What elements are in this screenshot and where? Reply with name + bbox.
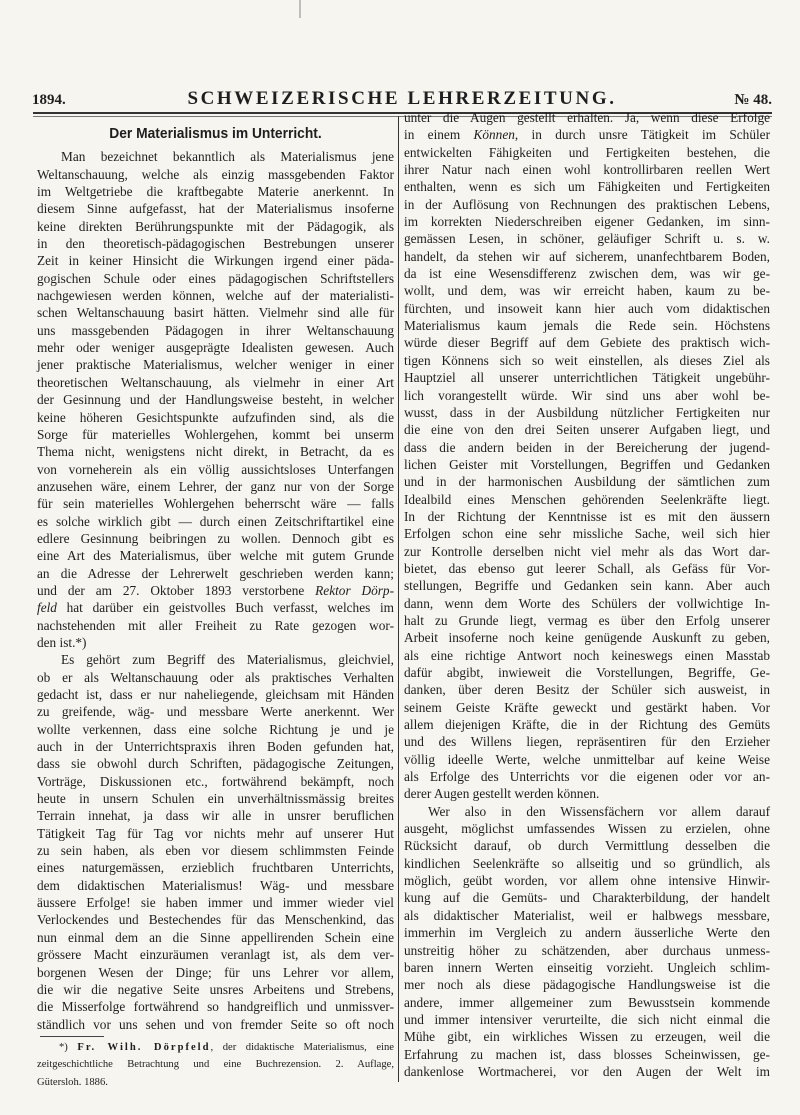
text-line: im Weltgetriebe die kraftbegabte Materie anerkennt. In bbox=[37, 184, 394, 200]
text-line: die eine von den drei Seiten unserer Aufgaben liegt, und bbox=[404, 422, 770, 438]
paragraph bbox=[37, 651, 394, 1033]
newspaper-title: SCHWEIZERISCHE LEHRERZEITUNG. bbox=[187, 88, 617, 109]
text-line: grössere Macht einzuräumen veranlagt ist, als dem ver- bbox=[37, 947, 394, 963]
text-line: Man bezeichnet bekanntlich als Materialismus jene bbox=[61, 149, 394, 165]
text-line: würde dieser Begriff auf dem Gebiete des praktisch wich- bbox=[404, 335, 770, 351]
text-line: tigen Könnens sich so weit einstellen, als dieses Ziel als bbox=[404, 352, 770, 368]
text-line: dankenlose Wortmacherei, vor den Augen der Welt im bbox=[404, 1063, 770, 1079]
text-line: danken, über deren Besitz der Schüler sich ausweist, in bbox=[404, 682, 770, 698]
text-line: Erfolgen schon eine sehr missliche Sache, weil sich hier bbox=[404, 526, 770, 542]
text-line: fürchten, und insoweit kann hier auch vom didaktischen bbox=[404, 300, 770, 316]
text-line: als eine richtige Antwort noch keineswegs einen Masstab bbox=[404, 647, 770, 663]
text-line bbox=[37, 582, 394, 599]
text-segment: in einem bbox=[404, 127, 474, 143]
header-year: 1894. bbox=[32, 92, 66, 108]
text-line: Hauptziel all unserer unterrichtlichen Tätigkeit ungebühr- bbox=[404, 370, 770, 386]
column-divider bbox=[398, 116, 399, 1082]
paragraph bbox=[404, 109, 770, 803]
text-line: kung auf die Gemüts- und Charakterbildung, der handelt bbox=[404, 890, 770, 906]
text-line bbox=[404, 126, 770, 143]
text-line: Thema nicht, wenigstens nicht direkt, in Betracht, da es bbox=[37, 444, 394, 460]
text-line: ausgeht, möglichst umfassendes Wissen zu erzielen, ohne bbox=[404, 821, 770, 837]
text-line: ob er als Weltanschauung oder als praktisches Verhalten bbox=[37, 669, 394, 685]
text-line: Weltanschauung, welche als einzig massgebenden Faktor bbox=[37, 166, 394, 182]
italic-text: feld bbox=[37, 600, 57, 616]
text-line: edlere Gesinnung beibringen zu wollen. Dennoch gibt es bbox=[37, 530, 394, 546]
text-line: nachgewiesen werden können, welche auf der materialisti- bbox=[37, 288, 394, 304]
text-line: mehr oder weniger ausgeprägte Idealisten gewesen. Auch bbox=[37, 340, 394, 356]
text-line: baren innern Werten einseitig vorzieht. Ungleich schlim- bbox=[404, 959, 770, 975]
text-line: die wir die negative Seite unsres Arbeitens und Strebens, bbox=[37, 981, 394, 997]
text-line: dass die andern beiden in der Bereicherung der jugend- bbox=[404, 439, 770, 455]
footnote-line: Gütersloh. 1886. bbox=[37, 1076, 108, 1088]
text-line: kindlichen Seelenkräfte so allseitig und so gründlich, als bbox=[404, 855, 770, 871]
text-line: den ist.*) bbox=[37, 634, 87, 650]
text-line: und immer intensiver verurteilte, die sich nicht einmal die bbox=[404, 1011, 770, 1027]
footnote-marker: *) bbox=[59, 1042, 78, 1053]
text-segment: hat darüber ein geistvolles Buch verfasst, welches im bbox=[56, 600, 394, 616]
text-line: möglich, geübt worden, vor allem ohne intensive Hinwir- bbox=[404, 873, 770, 889]
text-line: wollte verkennen, dass eine solche Richtung je und je bbox=[37, 721, 394, 737]
text-line: anzusehen wäre, einem Lehrer, der ganz nur von der Sorge bbox=[37, 478, 394, 494]
text-line: stellungen, Begriffe und Gedanken sein kann. Aber auch bbox=[404, 578, 770, 594]
text-line: nun einmal dem an die Sinne appellirenden Schein eine bbox=[37, 929, 394, 945]
text-line: Wer also in den Wissensfächern vor allem darauf bbox=[428, 803, 770, 819]
text-line: uns massgebenden Pädagogen in ihrer Weltanschauung bbox=[37, 322, 394, 338]
text-line: in der Auflösung von Rechnungen des praktischen Lebens, bbox=[404, 196, 770, 212]
italic-text: Rektor Dörp- bbox=[315, 582, 394, 598]
text-line: in den theoretisch-pädagogischen Bestrebungen unserer bbox=[37, 236, 394, 252]
text-line: als Erfolge des Unterrichts vor die eigenen oder vor an- bbox=[404, 769, 770, 785]
text-line: auch in der Unterrichtspraxis ihren Boden gefunden hat, bbox=[37, 739, 394, 755]
text-line: mer noch als diese pädagogische Handlungsweise ist die bbox=[404, 977, 770, 993]
footnote-text: , der didaktische Materialismus, eine bbox=[210, 1042, 394, 1053]
text-line: ständlich vor uns sehen und von fremder Seite so oft noch bbox=[37, 1016, 394, 1032]
italic-text: Können bbox=[473, 127, 515, 143]
text-line: heute in unsern Schulen ein unverhältnissmässig breites bbox=[37, 791, 394, 807]
text-line: gemässen Lesen, in schöner, geläufiger Schrift u. s. w. bbox=[404, 231, 770, 247]
text-line bbox=[37, 599, 394, 616]
text-line: seinem Geiste Kräfte geweckt und gestärkt haben. Vor bbox=[404, 699, 770, 715]
footnote-line: zeitgeschichtliche Betrachtung und eine Buchrezension. 2. Auflage, bbox=[37, 1059, 394, 1071]
text-line: wollt, und dem, was wir erreicht haben, kaum zu be- bbox=[404, 283, 770, 299]
text-line: diesem Sinne aufgefasst, hat der Materialismus insoferne bbox=[37, 201, 394, 217]
text-line: nachstehenden mit aller Freiheit zu Rate gezogen wor- bbox=[37, 617, 394, 633]
text-line: Verlockendes und Bestechendes für das Menschenkind, das bbox=[37, 912, 394, 928]
footnote bbox=[37, 1040, 394, 1092]
text-line: lich vorangestellt würde. Wir sind uns aber wohl be- bbox=[404, 387, 770, 403]
text-line: als didaktischer Materialist, weil er halbwegs messbare, bbox=[404, 907, 770, 923]
paragraph bbox=[37, 148, 394, 651]
text-line: und des Willens liegen, repräsentiren für den Erzieher bbox=[404, 734, 770, 750]
text-line: Tätigkeit Tag für Tag vor nichts mehr auf unserer Hut bbox=[37, 825, 394, 841]
text-line: gedacht ist, dass er nur naheliegende, gleichsam mit Händen bbox=[37, 687, 394, 702]
text-line: zu greifende, wäg- und messbare Werte anerkennt. Wer bbox=[37, 704, 394, 720]
text-line: Terrain innehat, ja dass wir alle in unsrer beruflichen bbox=[37, 808, 394, 824]
text-line: derer Augen gestellt werden können. bbox=[404, 786, 600, 802]
text-line: Erfahrung zu machen ist, dass blosses Scheinwissen, ge- bbox=[404, 1046, 770, 1062]
text-line: allem diejenigen Kräfte, die in der Richtung des Gemüts bbox=[404, 717, 770, 733]
footnote-author: Fr. Wilh. Dörpfeld bbox=[77, 1042, 211, 1053]
text-line: borgenen Wesen der Dinge; für uns Lehrer vor allem, bbox=[37, 964, 394, 980]
text-line: Zeit in keiner Hinsicht die Wirkungen irgend einer päda- bbox=[37, 253, 394, 269]
footnote-line bbox=[37, 1040, 394, 1057]
text-line: gogischen Schule oder eines pädagogischen Schriftstellers bbox=[37, 270, 394, 286]
text-line: In der Richtung der Kenntnisse ist es mit den äussern bbox=[404, 508, 770, 524]
text-line: Materialismus kaum jemals die Rede sein. Höchstens bbox=[404, 318, 770, 334]
text-line: es solche wirklich gibt — durch einen Zeitschriftartikel eine bbox=[37, 513, 394, 529]
text-line: andere, immer allgemeiner zum Bewusstsein kommende bbox=[404, 994, 770, 1010]
text-line: Vorträge, Diskussionen etc., fortwährend bekämpft, noch bbox=[37, 773, 394, 789]
text-line: zu sein haben, als eben vor diesem schlimmsten Feinde bbox=[37, 843, 394, 859]
text-line: theoretischen Weltanschauung, als vielmehr in einer Art bbox=[37, 374, 394, 390]
paragraph bbox=[404, 803, 770, 1081]
text-line: äussere Erfolge! sie haben immer und immer wieder viel bbox=[37, 895, 394, 911]
left-column-body bbox=[37, 148, 394, 1033]
text-line: zur Kontrolle derselben nicht viel mehr als das Wort dar- bbox=[404, 543, 770, 559]
text-line: und in der harmonischen Ausbildung der sämtlichen zum bbox=[404, 474, 770, 490]
issue-number: № 48. bbox=[734, 92, 772, 108]
text-line: wusst, dass in der Ausbildung nützlicher Fertigkeiten nur bbox=[404, 404, 770, 420]
text-line: lichen Geister mit Vorstellungen, Begriffen und Gedanken bbox=[404, 456, 770, 472]
text-line: enthalten, wenn es sich um Fähigkeiten und Fertigkeiten bbox=[404, 179, 770, 195]
text-line: Sorge für materielles Wohlergehen, kommt bei unserm bbox=[37, 426, 394, 442]
text-line: Idealbild eines Menschen gehörenden Seelenkräfte liegt. bbox=[404, 491, 770, 507]
text-line: völlig ideelle Werte, welche unmittelbar auf keine Weise bbox=[404, 751, 770, 767]
text-line: Arbeit insoferne noch keine genügende Auskunft zu geben, bbox=[404, 630, 770, 646]
text-line: dass sie obwohl durch Schriften, pädagogische Zeitungen, bbox=[37, 756, 394, 772]
text-line: halt zu Grunde liegt, vermag es über den Erfolg unserer bbox=[404, 612, 770, 628]
right-column bbox=[404, 109, 770, 1080]
scan-artifact bbox=[299, 0, 301, 18]
text-line: immerhin im Vergleich zu andern äusserliche Werte den bbox=[404, 925, 770, 941]
left-column bbox=[37, 125, 394, 1033]
text-line: da ist eine Wesensdifferenz zwischen dem, was wir ge- bbox=[404, 266, 770, 282]
text-line: für sein materielles Wohlergehen beherrscht wäre — falls bbox=[37, 496, 394, 512]
text-line: dann, wenn dem Worte des Schülers der vollwichtige In- bbox=[404, 595, 770, 611]
text-line: keine direkten Berührungspunkte mit der Pädagogik, als bbox=[37, 218, 394, 234]
text-line: von vorneherein als ein völlig aussichtsloses Unterfangen bbox=[37, 461, 394, 477]
text-line: dem didaktischen Materialismus! Wäg- und messbare bbox=[37, 877, 394, 893]
text-line: eines naturgemässen, erzieblich fruchtbaren Unterrichts, bbox=[37, 860, 394, 876]
text-line: schen Weltanschauung basirt hätten. Vielmehr sind alle für bbox=[37, 305, 394, 321]
text-line: ihrer Natur nach einen wohl kontrollirbaren reellen Wert bbox=[404, 162, 770, 178]
text-line: jener praktische Materialismus, welcher weniger in einer bbox=[37, 357, 394, 373]
text-line: entwickelten Fähigkeiten und Fertigkeiten bestehen, die bbox=[404, 144, 770, 160]
text-line: Mühe gibt, ein wirkliches Wissen zu erzeugen, weil die bbox=[404, 1029, 770, 1045]
text-line: unstreitig höher zu schätzenden, aber durchaus unmess- bbox=[404, 942, 770, 958]
text-segment: und der am 27. Oktober 1893 verstorbene bbox=[37, 582, 316, 598]
footnote-rule bbox=[40, 1036, 104, 1037]
text-line: Rücksicht darauf, ob durch Vermittlung desselben die bbox=[404, 838, 770, 854]
text-line: eine Art des Materialismus, über welche mit gutem Grunde bbox=[37, 548, 394, 564]
text-line: der Gesinnung und der Handlungsweise besteht, in welcher bbox=[37, 392, 394, 408]
text-line: unter die Augen gestellt erhalten. Ja, wenn diese Erfolge bbox=[404, 110, 770, 125]
text-line: bietet, das ebenso gut leerer Schall, als Gefäss für Vor- bbox=[404, 560, 770, 576]
right-column-body bbox=[404, 109, 770, 1080]
text-line: im korrekten Niederschreiben eigener Gedanken, im sinn- bbox=[404, 214, 770, 230]
page-header bbox=[32, 88, 772, 110]
article-title: Der Materialismus im Unterricht. bbox=[109, 125, 322, 142]
text-line: keine höheren Gesichtspunkte aufzufinden sind, als die bbox=[37, 409, 394, 425]
text-segment: , in durch unsre Tätigkeit im Schüler bbox=[514, 127, 771, 143]
text-line: an die Adresse der Lehrerwelt geschrieben werden kann; bbox=[37, 565, 394, 581]
text-line: dafür abgibt, inwieweit die Vorstellungen, Begriffe, Ge- bbox=[404, 665, 770, 680]
text-line: Es gehört zum Begriff des Materialismus, gleichviel, bbox=[61, 652, 394, 668]
text-line: die Misserfolge fortwährend so handgreiflich und unmissver- bbox=[37, 999, 394, 1015]
text-line: handelt, da stehen wir auf sicherem, unanfechtbarem Boden, bbox=[404, 248, 770, 264]
